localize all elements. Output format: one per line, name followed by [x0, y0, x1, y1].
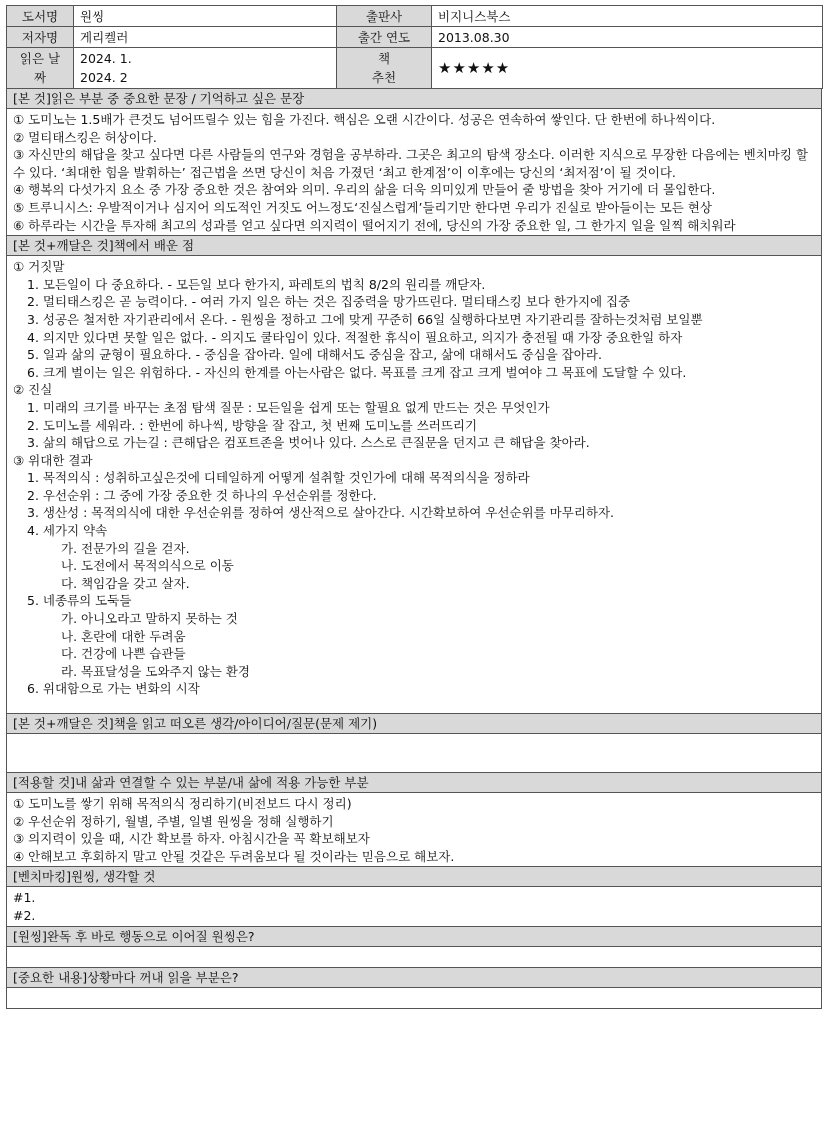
learned-heading: ② 진실 — [13, 382, 53, 398]
learned-item: 2. 멀티태스킹은 곧 능력이다. - 여러 가지 일은 하는 것은 집중력을 망가뜨린다. 멀티태스킹 보다 한가지에 집중 — [27, 294, 631, 310]
section-quotes-body — [7, 109, 821, 235]
read-date-label-line2: 짜 — [33, 70, 47, 85]
section-learned-body — [7, 256, 821, 713]
quote-line: ⑤ 트루니시스: 우발적이거나 심지어 의도적인 거짓도 어느정도‘진실스럽게’들리기만 한다면 우리가 진실로 받아들이는 모든 현상 — [13, 199, 712, 215]
learned-item: 5. 네종류의 도둑들 — [27, 593, 132, 609]
section-onething-header: [원씽]완독 후 바로 행동으로 이어질 원씽은? — [7, 927, 821, 947]
book-title: 원씽 — [74, 6, 337, 27]
quote-line: ④ 행복의 다섯가지 요소 중 가장 중요한 것은 참여와 의미. 우리의 삶을 더욱 의미있게 만들어 줄 방법을 찾아 거기에 더 몰입한다. — [13, 182, 716, 198]
read-date-label-line1: 읽은 날 — [19, 51, 61, 66]
learned-item: 3. 성공은 철저한 자기관리에서 온다. - 원씽을 정하고 그에 맞게 꾸준히 66일 실행하다보면 자기관리를 잘하는것처럼 보일뿐 — [27, 311, 703, 327]
learned-item: 1. 목적의식 : 성취하고싶은것에 디테일하게 어떻게 설취할 것인가에 대해 목적의식을 정하라 — [27, 470, 530, 486]
section-onething-body — [7, 947, 821, 967]
section-onething — [6, 927, 822, 968]
year-value: 2013.08.30 — [432, 27, 823, 48]
apply-line: ④ 안해보고 후회하지 말고 안될 것같은 두려움보다 될 것이라는 믿음으로 해보자. — [13, 848, 455, 864]
learned-heading: ① 거짓말 — [13, 259, 65, 275]
publisher-label: 출판사 — [337, 6, 432, 27]
read-end: 2024. 2 — [80, 70, 128, 85]
section-learned — [6, 236, 822, 714]
year-label: 출간 연도 — [337, 27, 432, 48]
section-benchmark-body — [7, 887, 821, 925]
learned-subitem: 가. 아니오라고 말하지 못하는 것 — [61, 611, 238, 627]
recommend-label-line2: 추천 — [371, 70, 397, 85]
publisher-value: 비지니스북스 — [432, 6, 823, 27]
section-learned-header: [본 것+깨달은 것]책에서 배운 점 — [7, 236, 821, 256]
read-date-value — [74, 48, 337, 89]
apply-line: ② 우선순위 정하기, 월별, 주별, 일별 원씽을 정해 실행하기 — [13, 813, 334, 829]
section-quotes — [6, 89, 822, 236]
learned-item: 2. 도미노를 세워라. : 한번에 하나씩, 방향을 잘 잡고, 첫 번째 도미노를 쓰러뜨리기 — [27, 417, 478, 433]
learned-item: 6. 위대함으로 가는 변화의 시작 — [27, 681, 200, 697]
section-benchmark-header: [벤치마킹]원씽, 생각할 것 — [7, 867, 821, 887]
learned-subitem: 라. 목표달성을 도와주지 않는 환경 — [61, 663, 250, 679]
learned-subitem: 다. 책임감을 갖고 살자. — [61, 575, 190, 591]
section-benchmark — [6, 867, 822, 926]
quote-line: ① 도미노는 1.5배가 큰것도 넘어뜨릴수 있는 힘을 가진다. 핵심은 오랜 시간이다. 성공은 연속하여 쌓인다. 단 한번에 하나씩이다. — [13, 112, 716, 127]
quote-line: ② 멀티태스킹은 허상이다. — [13, 129, 157, 145]
learned-subitem: 다. 건강에 나쁜 습관들 — [61, 646, 186, 662]
learned-item: 3. 삶의 해답으로 가는길 : 큰해답은 컴포트존을 벗어나 있다. 스스로 큰질문을 던지고 큰 해답을 찾아라. — [27, 435, 590, 451]
learned-item: 3. 생산성 : 목적의식에 대한 우선순위를 정하여 생산적으로 살아간다. 시간확보하여 우선순위를 마무리하자. — [27, 505, 615, 521]
section-apply-body — [7, 793, 821, 866]
section-apply — [6, 773, 822, 867]
author-label: 저자명 — [7, 27, 74, 48]
learned-item: 4. 세가지 약속 — [27, 523, 108, 539]
star-rating — [432, 48, 823, 89]
learned-item: 5. 일과 삶의 균형이 필요하다. - 중심을 잡아라. 일에 대해서도 중심을 잡고, 삶에 대해서도 중심을 잡아라. — [27, 347, 602, 363]
author-value: 게리켈러 — [74, 27, 337, 48]
quote-line: ③ 자신만의 해답을 찾고 싶다면 다른 사람들의 연구와 경험을 공부하라. 그곳은 최고의 탐색 장소다. 이러한 지식으로 무장한 다음에는 벤치마킹 할 수 있다. ‘최대한 힘을 발휘하는’ 접근법을 쓰면 당신이 처음 가졌던 ‘최고 한계점’이 이후에는 당신의 ‘최저점’이 될 것이다. — [13, 147, 808, 180]
learned-item: 6. 크게 벌이는 일은 위험하다. - 자신의 한계를 아는사람은 없다. 목표를 크게 잡고 크게 벌여야 그 목표에 도달할 수 있다. — [27, 364, 687, 380]
quote-line: ⑥ 하루라는 시간을 투자해 최고의 성과를 얻고 싶다면 의지력이 떨어지기 전에, 당신의 가장 중요한 일, 그 한가지 일을 일찍 해치워라 — [13, 217, 736, 233]
benchmark-line: #2. — [13, 907, 36, 923]
benchmark-line: #1. — [13, 890, 36, 906]
learned-subitem: 나. 혼란에 대한 두려움 — [61, 628, 186, 644]
learned-item: 2. 우선순위 : 그 중에 가장 중요한 것 하나의 우선순위를 정한다. — [27, 487, 377, 503]
learned-item: 1. 모든일이 다 중요하다. - 모든일 보다 한가지, 파레토의 법칙 8/2의 원리를 깨닫자. — [27, 276, 486, 292]
book-info-table — [6, 5, 823, 89]
apply-line: ③ 의지력이 있을 때, 시간 확보를 하자. 아침시간을 꼭 확보해보자 — [13, 831, 370, 847]
learned-item: 4. 의지만 있다면 못할 일은 없다. - 의지도 쿨타임이 있다. 적절한 휴식이 필요하고, 의지가 충전될 때 가장 중요한일 하자 — [27, 329, 683, 345]
recommend-label-line1: 책 — [377, 51, 391, 66]
stars-icon: ★★★★★ — [438, 58, 511, 77]
learned-heading: ③ 위대한 결과 — [13, 452, 93, 468]
read-start: 2024. 1. — [80, 51, 132, 66]
section-quotes-header: [본 것]읽은 부분 중 중요한 문장 / 기억하고 싶은 문장 — [7, 89, 821, 109]
read-date-label — [7, 48, 74, 89]
section-important — [6, 968, 822, 1009]
learned-subitem: 나. 도전에서 목적의식으로 이동 — [61, 558, 234, 574]
book-report-sheet — [6, 5, 822, 1009]
section-ideas-body — [7, 734, 821, 772]
section-ideas-header: [본 것+깨달은 것]책을 읽고 떠오른 생각/아이디어/질문(문제 제기) — [7, 714, 821, 734]
section-ideas — [6, 714, 822, 773]
learned-subitem: 가. 전문가의 길을 걷자. — [61, 540, 190, 556]
recommend-label — [337, 48, 432, 89]
learned-item: 1. 미래의 크기를 바꾸는 초점 탐색 질문 : 모든일을 쉽게 또는 할필요 없게 만드는 것은 무엇인가 — [27, 399, 550, 415]
title-label: 도서명 — [7, 6, 74, 27]
section-important-header: [중요한 내용]상황마다 꺼내 읽을 부분은? — [7, 968, 821, 988]
apply-line: ① 도미노를 쌓기 위해 목적의식 정리하기(비전보드 다시 정리) — [13, 796, 352, 811]
section-apply-header: [적용할 것]내 삶과 연결할 수 있는 부분/내 삶에 적용 가능한 부분 — [7, 773, 821, 793]
section-important-body — [7, 988, 821, 1008]
